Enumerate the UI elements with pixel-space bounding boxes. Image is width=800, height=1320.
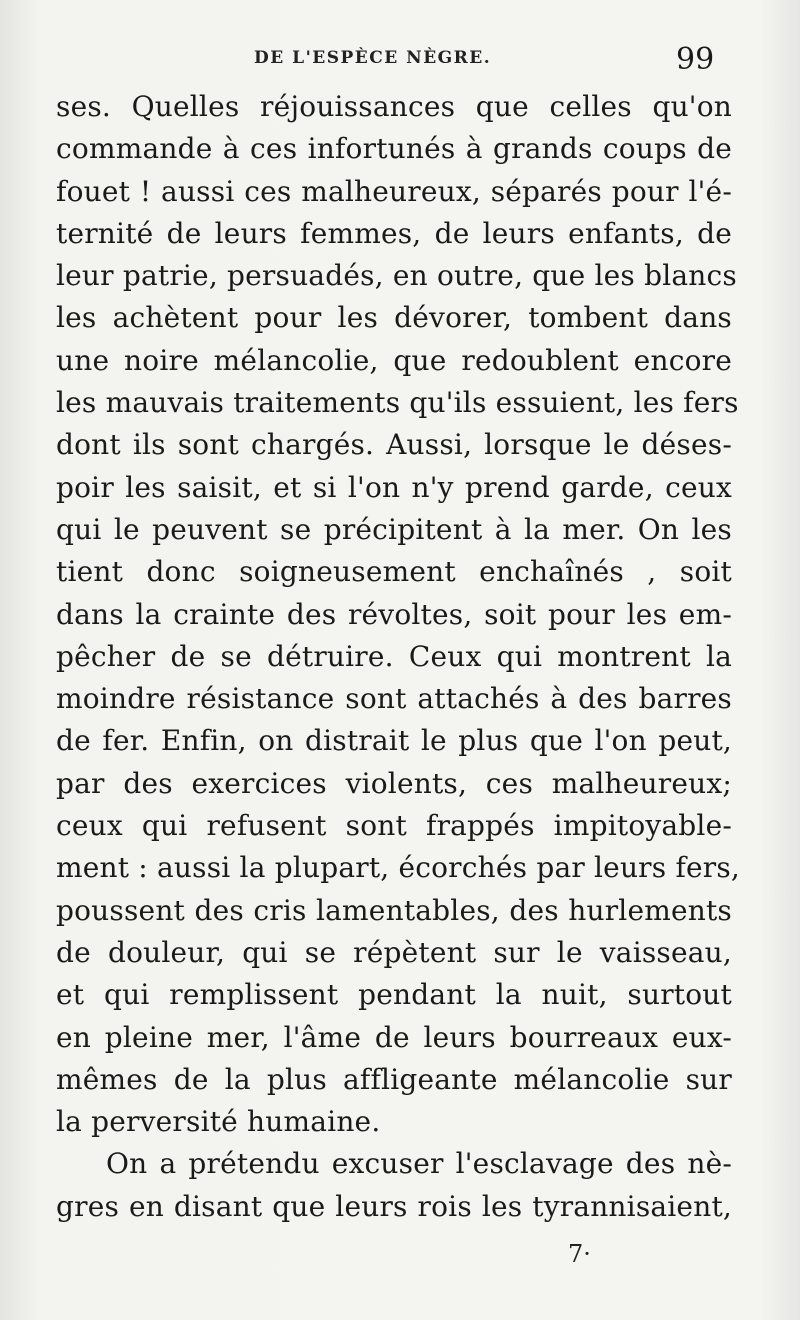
text-line-paragraph-start: On a prétendu excuser l'esclavage des nè- (106, 1147, 732, 1181)
text-line-paragraph-end: la perversité humaine. (56, 1105, 381, 1139)
text-line: tient donc soigneusement enchaînés , soit (56, 555, 732, 589)
text-line: mêmes de la plus affligeante mélancolie sur (56, 1062, 732, 1096)
text-line: en pleine mer, l'âme de leurs bourreaux eux- (56, 1020, 732, 1054)
text-line: ses. Quelles réjouissances que celles qu'on (56, 90, 732, 123)
body-text (56, 86, 741, 1228)
text-line: ment : aussi la plupart, écorchés par leurs fers, (56, 851, 741, 885)
text-line: dont ils sont chargés. Aussi, lorsque le déses- (56, 428, 732, 462)
text-line: fouet ! aussi ces malheureux, séparés pour l'é- (56, 174, 732, 208)
text-line: poir les saisit, et si l'on n'y prend garde, ceux (56, 470, 732, 504)
text-line: une noire mélancolie, que redoublent encore (56, 343, 732, 377)
text-line: commande à ces infortunés à grands coups de (56, 132, 732, 166)
signature-mark: 7· (568, 1240, 591, 1268)
text-line: les mauvais traitements qu'ils essuient, les fers (56, 386, 739, 420)
text-line: qui le peuvent se précipitent à la mer. On les (56, 512, 732, 546)
text-line: ceux qui refusent sont frappés impitoyable- (56, 809, 732, 843)
text-line: poussent des cris lamentables, des hurlements (56, 893, 732, 927)
text-line: ternité de leurs femmes, de leurs enfants, de (56, 216, 732, 250)
running-title: DE L'ESPÈCE NÈGRE. (254, 48, 492, 68)
text-line: pêcher de se détruire. Ceux qui montrent la (56, 639, 732, 673)
text-line: moindre résistance sont attachés à des barres (56, 682, 732, 716)
text-line: et qui remplissent pendant la nuit, surtout (56, 978, 732, 1012)
text-line: de douleur, qui se répètent sur le vaisseau, (56, 935, 732, 969)
text-line: leur patrie, persuadés, en outre, que les blancs (56, 259, 737, 293)
text-line: de fer. Enfin, on distrait le plus que l'on peut, (56, 724, 732, 758)
text-line: par des exercices violents, ces malheureux; (56, 766, 732, 800)
text-line: les achètent pour les dévorer, tombent dans (56, 301, 732, 335)
text-line: gres en disant que leurs rois les tyrannisaient, (56, 1189, 732, 1223)
text-line: dans la crainte des révoltes, soit pour les em- (56, 597, 732, 631)
page-number: 99 (676, 42, 715, 77)
page-header (0, 44, 800, 84)
